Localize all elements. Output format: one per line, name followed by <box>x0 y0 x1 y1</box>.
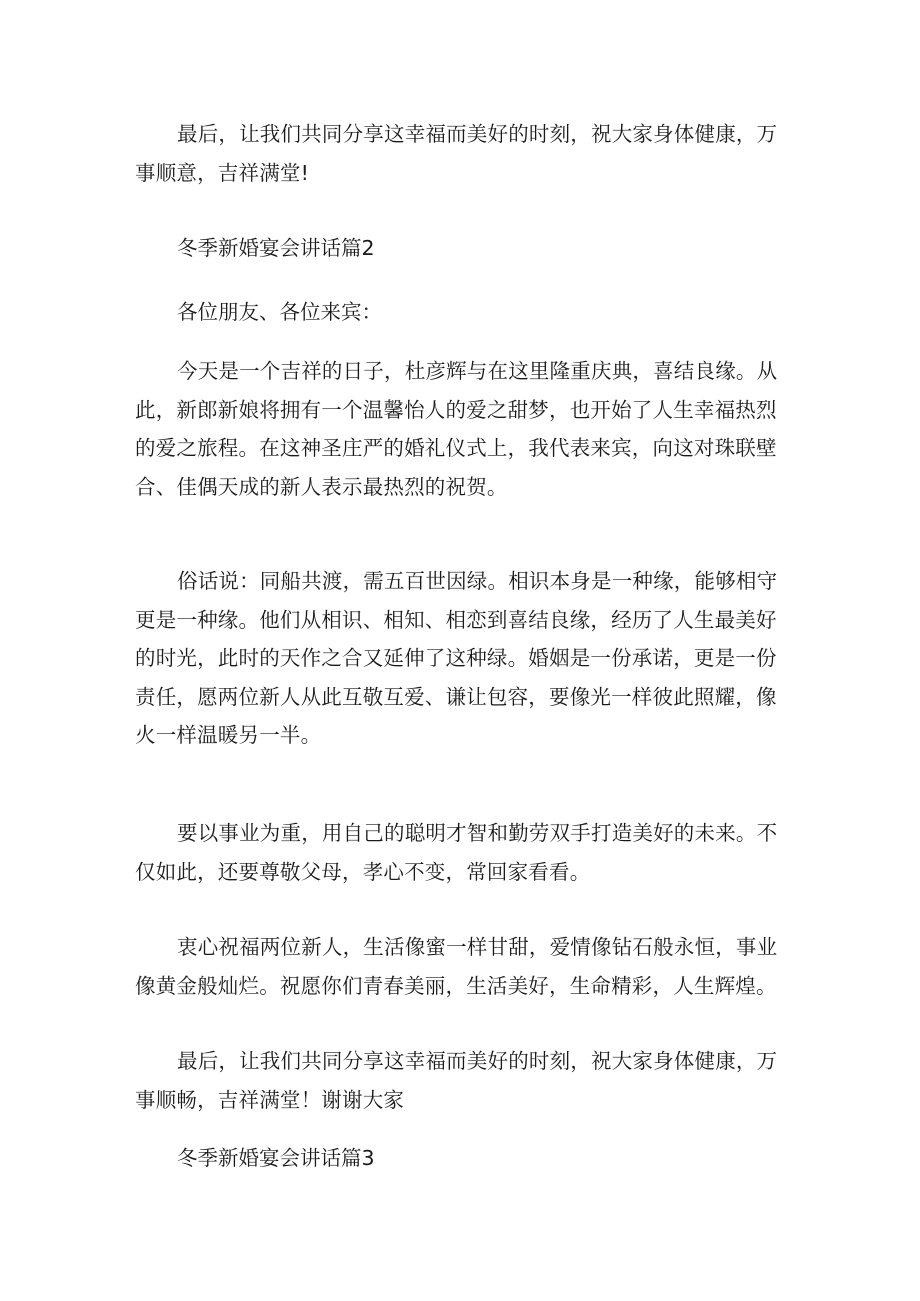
body-paragraph-proverb: 俗话说：同船共渡，需五百世因绿。相识本身是一种缘，能够相守更是一种缘。他们从相识、相知、相恋到喜结良缘，经历了人生最美好的时光，此时的天作之合又延伸了这种绿。婚姻是一份承诺，更是一份责任，愿两位新人从此互敬互爱、谦让包容，要像光一样彼此照耀，像火一样温暖另一半。 <box>135 569 778 747</box>
closing-paragraph-1: 最后，让我们共同分享这幸福而美好的时刻，祝大家身体健康，万事顺意，吉祥满堂! <box>135 122 778 185</box>
section-heading-3: 冬季新婚宴会讲话篇3 <box>177 1146 375 1170</box>
closing-paragraph-2: 最后，让我们共同分享这幸福而美好的时刻，祝大家身体健康，万事顺畅，吉祥满堂！谢谢大家 <box>135 1049 778 1112</box>
body-paragraph-career: 要以事业为重，用自己的聪明才智和勤劳双手打造美好的未来。不仅如此，还要尊敬父母，孝心不变，常回家看看。 <box>135 821 778 884</box>
greeting-line: 各位朋友、各位来宾： <box>177 300 382 324</box>
body-paragraph-opening: 今天是一个吉祥的日子，杜彦辉与在这里隆重庆典，喜结良缘。从此，新郎新娘将拥有一个温馨怡人的爱之甜梦，也开始了人生幸福热烈的爱之旅程。在这神圣庄严的婚礼仪式上，我代表来宾，向这对珠联壁合、佳偶天成的新人表示最热烈的祝贺。 <box>135 359 778 499</box>
body-paragraph-blessing: 衷心祝福两位新人，生活像蜜一样甘甜，爱情像钻石般永恒，事业像黄金般灿烂。祝愿你们青春美丽，生活美好，生命精彩，人生辉煌。 <box>135 935 778 998</box>
section-heading-2: 冬季新婚宴会讲话篇2 <box>177 236 375 260</box>
